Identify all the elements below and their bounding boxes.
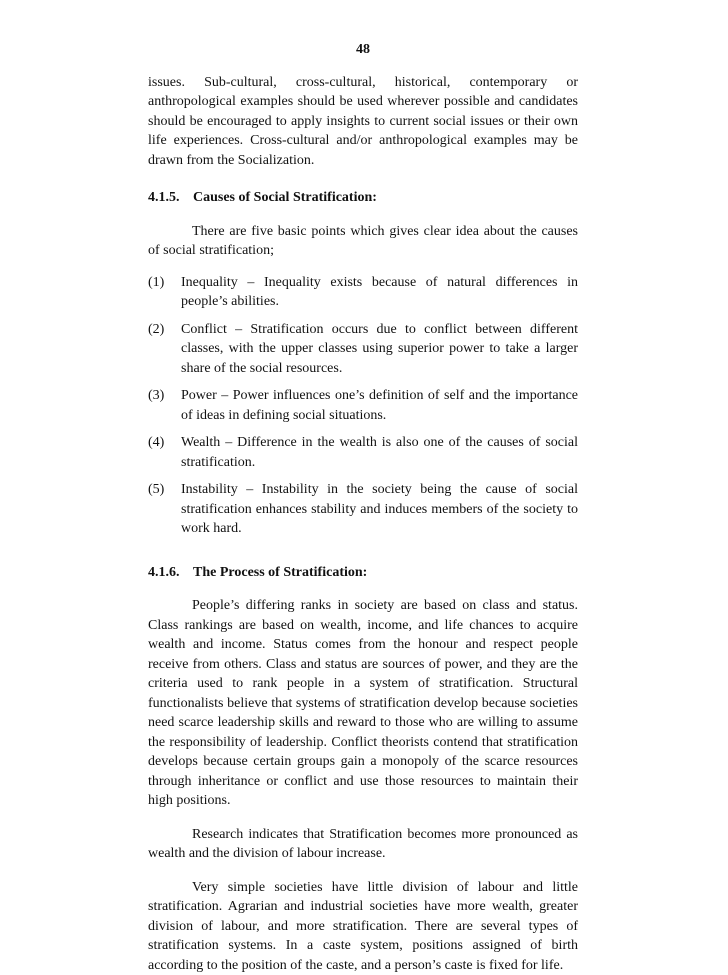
list-item (148, 320, 578, 379)
section-heading-causes (148, 188, 578, 208)
list-item (148, 273, 578, 312)
list-marker: (3) (148, 386, 181, 425)
list-marker: (5) (148, 480, 181, 539)
intro-paragraph: issues. Sub-cultural, cross-cultural, historical, contemporary or anthropological examples should be used wherever possible and candidates should be encouraged to apply insights to current social issues or their own life experiences. Cross-cultural and/or anthropological examples may be drawn from the Socialization. (148, 73, 578, 171)
causes-lead-paragraph: There are five basic points which gives clear idea about the causes of social stratification; (148, 222, 578, 261)
section-heading-process (148, 563, 578, 583)
list-item (148, 386, 578, 425)
list-marker: (2) (148, 320, 181, 379)
process-paragraph-1: People’s differing ranks in society are based on class and status. Class rankings are based on wealth, income, and life chances to acquire wealth and income. Status comes from the honour and respect people receive from others. Class and status are sources of power, and they are the criteria used to rank people in a system of stratification. Structural functionalists believe that systems of stratification develop because societies need scarce leadership skills and reward to those who are willing to assume the responsibility of leadership. Conflict theorists contend that stratification develops because certain groups gain a monopoly of the scarce resources through inheritance or conflict and use those resources to maintain their high positions. (148, 596, 578, 811)
section-number: 4.1.6. (148, 563, 193, 583)
list-item-text: Wealth – Difference in the wealth is also one of the causes of social stratification. (181, 433, 578, 472)
section-title: The Process of Stratification: (193, 565, 367, 580)
process-paragraph-2: Research indicates that Stratification becomes more pronounced as wealth and the division of labour increase. (148, 825, 578, 864)
list-item-text: Conflict – Stratification occurs due to conflict between different classes, with the upper classes using superior power to take a larger share of the social resources. (181, 320, 578, 379)
list-marker: (4) (148, 433, 181, 472)
process-paragraph-3: Very simple societies have little division of labour and little stratification. Agrarian and industrial societies have more wealth, greater division of labour, and more stratification. There are several types of stratification systems. In a caste system, positions assigned of birth according to the position of the caste, and a person’s caste is fixed for life. (148, 878, 578, 975)
list-item-text: Instability – Instability in the society being the cause of social stratification enhances stability and induces members of the society to work hard. (181, 480, 578, 539)
document-page (148, 40, 578, 975)
list-item (148, 433, 578, 472)
list-marker: (1) (148, 273, 181, 312)
list-item-text: Power – Power influences one’s definition of self and the importance of ideas in defining social situations. (181, 386, 578, 425)
list-item-text: Inequality – Inequality exists because of natural differences in people’s abilities. (181, 273, 578, 312)
list-item (148, 480, 578, 539)
section-title: Causes of Social Stratification: (193, 190, 377, 205)
causes-list (148, 273, 578, 539)
section-number: 4.1.5. (148, 188, 193, 208)
page-number: 48 (148, 40, 578, 60)
